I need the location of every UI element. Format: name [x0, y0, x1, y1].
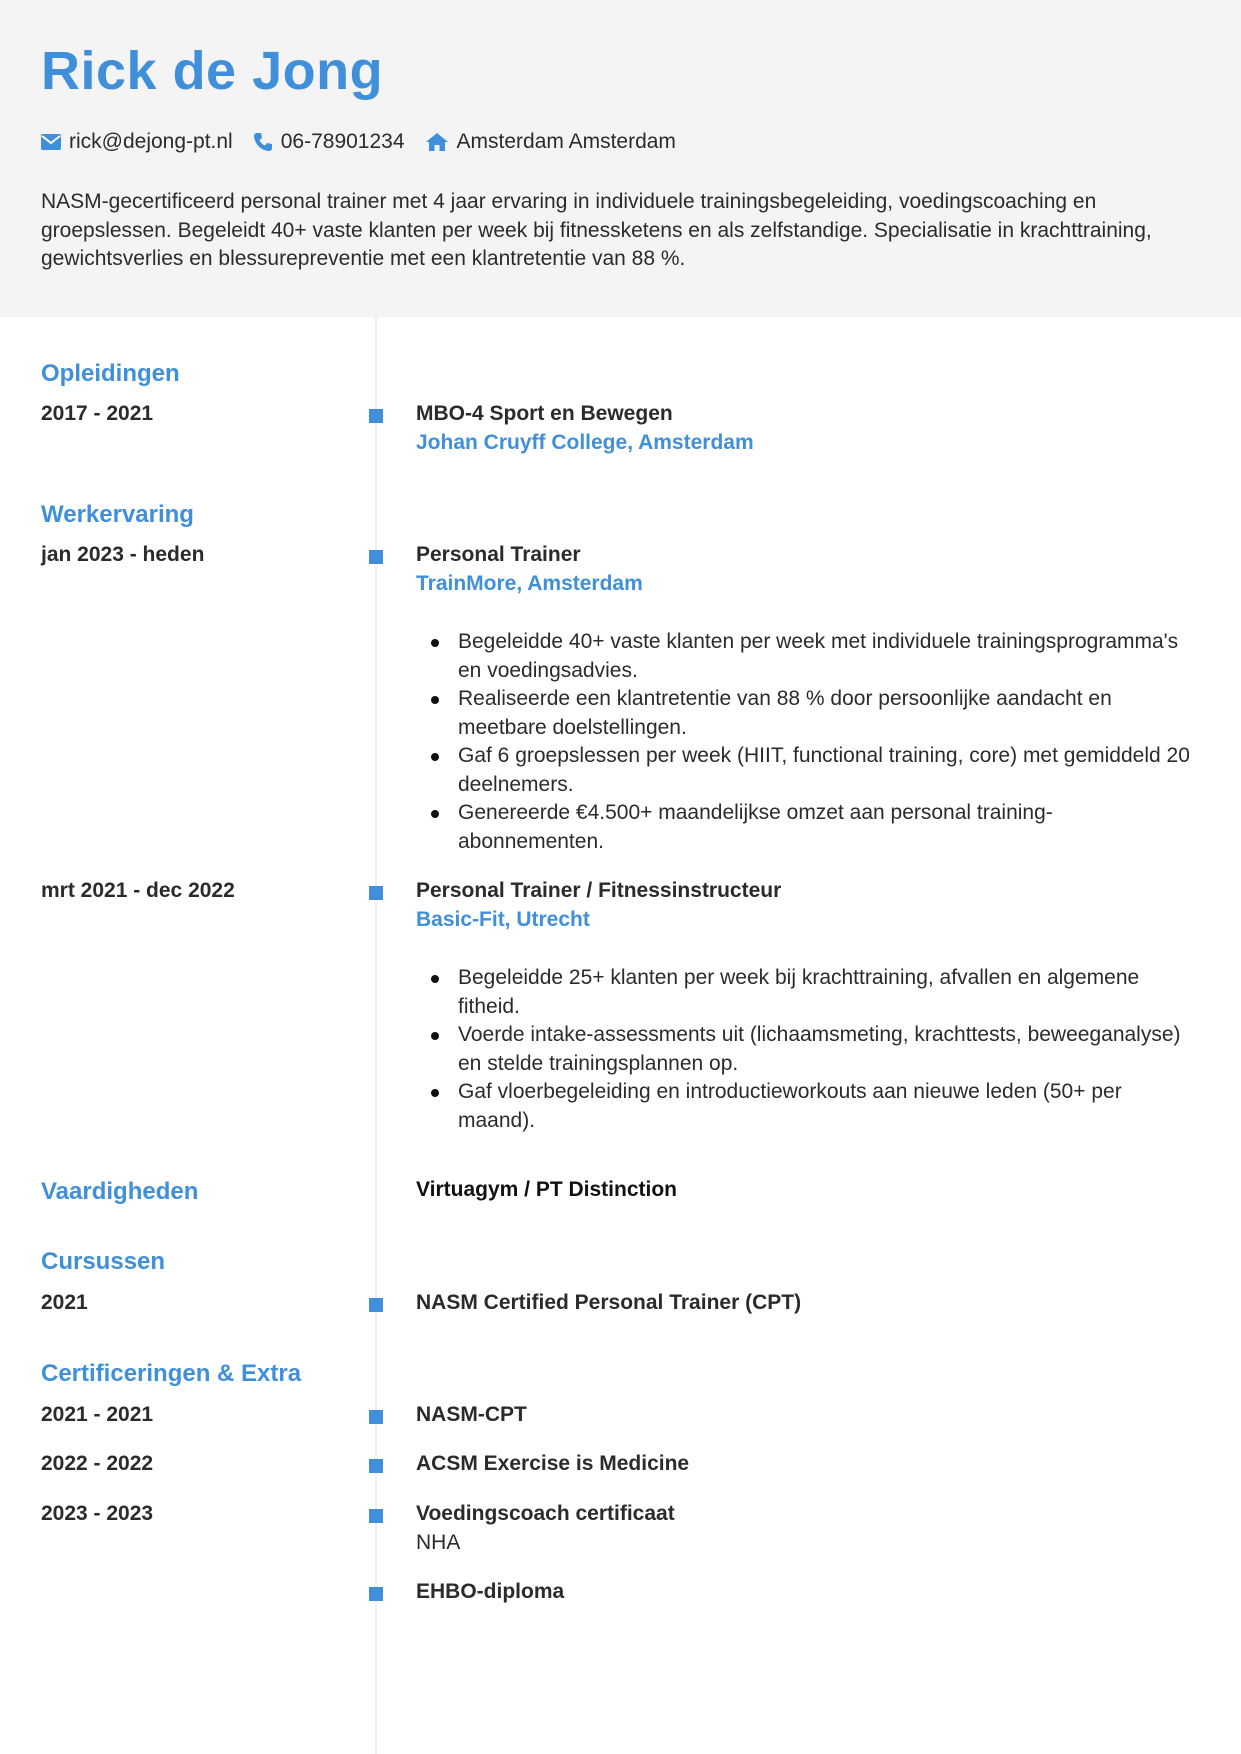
section-title-experience: Werkervaring — [41, 501, 194, 528]
course-period: 2021 — [41, 1291, 88, 1314]
job-title: Personal Trainer — [416, 543, 581, 566]
section-title-certifications: Certificeringen & Extra — [41, 1360, 302, 1387]
header — [0, 0, 1241, 317]
timeline-marker — [369, 1298, 383, 1312]
job-achievements — [416, 628, 1196, 856]
list-item: Voerde intake-assessments uit (lichaamsmeting, krachttests, beweeganalyse) en stelde trainingsplannen op. — [416, 1021, 1196, 1078]
phone-icon — [253, 132, 273, 152]
certification-issuer: NHA — [416, 1531, 461, 1554]
timeline-marker — [369, 886, 383, 900]
contact-email[interactable] — [41, 130, 233, 154]
contact-bar — [41, 128, 696, 156]
list-item: Gaf 6 groepslessen per week (HIIT, functional training, core) met gemiddeld 20 deelnemers. — [416, 742, 1196, 799]
location-text: Amsterdam Amsterdam — [456, 130, 676, 153]
section-title-skills: Vaardigheden — [41, 1178, 199, 1205]
certification-title: Voedingscoach certificaat — [416, 1502, 675, 1525]
section-title-education: Opleidingen — [41, 360, 180, 387]
timeline-marker — [369, 409, 383, 423]
email-text: rick@dejong-pt.nl — [69, 130, 233, 153]
envelope-icon — [41, 134, 61, 150]
phone-text: 06-78901234 — [280, 130, 405, 153]
list-item: Begeleidde 25+ klanten per week bij krachttraining, afvallen en algemene fitheid. — [416, 964, 1196, 1021]
job-title: Personal Trainer / Fitnessinstructeur — [416, 879, 782, 902]
certification-title: NASM-CPT — [416, 1403, 527, 1426]
timeline-marker — [369, 1509, 383, 1523]
education-period: 2017 - 2021 — [41, 402, 154, 425]
home-icon — [425, 132, 449, 152]
list-item: Realiseerde een klantretentie van 88 % door persoonlijke aandacht en meetbare doelstellingen. — [416, 685, 1196, 742]
list-item: Genereerde €4.500+ maandelijkse omzet aan personal training-abonnementen. — [416, 799, 1196, 856]
certification-period: 2022 - 2022 — [41, 1452, 154, 1475]
education-institution: Johan Cruyff College, Amsterdam — [416, 431, 754, 454]
contact-location — [425, 130, 676, 154]
timeline-marker — [369, 1410, 383, 1424]
certification-period: 2021 - 2021 — [41, 1403, 154, 1426]
job-company: Basic-Fit, Utrecht — [416, 908, 590, 931]
job-achievements — [416, 964, 1196, 1135]
certification-period: 2023 - 2023 — [41, 1502, 154, 1525]
certification-title: ACSM Exercise is Medicine — [416, 1452, 690, 1475]
list-item: Begeleidde 40+ vaste klanten per week met individuele trainingsprogramma's en voedingsadvies. — [416, 628, 1196, 685]
list-item: Gaf vloerbegeleiding en introductieworkouts aan nieuwe leden (50+ per maand). — [416, 1078, 1196, 1135]
profile-summary: NASM-gecertificeerd personal trainer met 4 jaar ervaring in individuele trainingsbegeleiding, voedingscoaching en groepslessen. Begeleidt 40+ vaste klanten per week bij fitnessketens en als zelfstandige. Specialisatie in krachttraining, gewichtsverlies en blessurepreventie met een klantretentie van 88 %. — [41, 190, 1152, 270]
course-title: NASM Certified Personal Trainer (CPT) — [416, 1291, 802, 1314]
experience-period: jan 2023 - heden — [41, 543, 205, 566]
contact-phone[interactable] — [253, 130, 405, 154]
timeline-marker — [369, 1587, 383, 1601]
timeline-marker — [369, 1459, 383, 1473]
experience-period: mrt 2021 - dec 2022 — [41, 879, 235, 902]
certification-title: EHBO-diploma — [416, 1580, 565, 1603]
timeline-divider — [375, 317, 377, 1754]
job-company: TrainMore, Amsterdam — [416, 572, 643, 595]
timeline-marker — [369, 550, 383, 564]
candidate-name: Rick de Jong — [41, 41, 384, 101]
section-title-courses: Cursussen — [41, 1248, 166, 1275]
education-title: MBO-4 Sport en Bewegen — [416, 402, 673, 425]
skill-item: Virtuagym / PT Distinction — [416, 1178, 677, 1201]
